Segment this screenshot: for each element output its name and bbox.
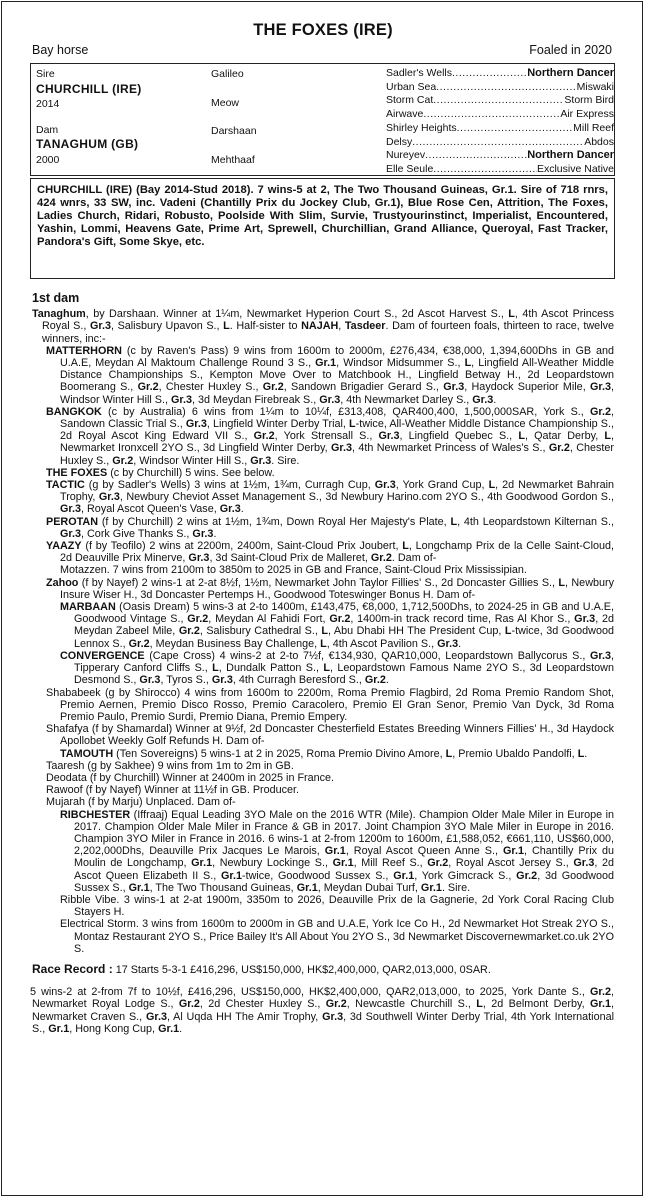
g3-row [386, 163, 614, 175]
sire-year: 2014 [36, 98, 60, 110]
leader-dots [425, 149, 527, 161]
g3-row [386, 136, 614, 148]
wins-summary: 5 wins-2 at 2-from 7f to 10½f, £416,296, US$150,000, HK$2,400,000, QAR2,013,000, to 2025, York Dante S., Gr.2, Newmarket Royal Lodge S., Gr.2, 2d Chester Huxley S., Gr.2, Newcastle Churchill S., L, 2d Belmont Derby, Gr.1, Newmarket Craven S., Gr.3, Al Uqda HH The Amir Trophy, Gr.3, 3d Southwell Winter Derby Trial, 4th York International S., Gr.1, Hong Kong Cup, Gr.1. [30, 986, 614, 1035]
offspring-entry: THE FOXES (c by Churchill) 5 wins. See below. [46, 466, 275, 479]
grand-offspring-entry: MARBAAN (Oasis Dream) 5 wins-3 at 2-to 1400m, £143,475, €8,000, 1,712,500Dhs, to 2024-25 in GB and U.A.E, Goodwood Vintage S., Gr.2, Meydan Al Fahidi Fort, Gr.2, 1400m-in track record time, Ras Al Khor S., Gr.3, 2d Meydan Zabeel Mile, Gr.2, Salisbury Cathedral S., L, Abu Dhabi HH The President Cup, L-twice, 3d Goodwood Lennox S., Gr.2, Meydan Business Bay Challenge, L, 4th Ascot Pavilion S., Gr.3. [60, 601, 614, 650]
offspring-entry: Zahoo (f by Nayef) 2 wins-1 at 2-at 8½f, 1½m, Newmarket John Taylor Fillies' S., 2d Doncaster Gillies S., L, Newbury Insure Wiser H., 3d Doncaster Pertemps H., Goodwood Toteswinger Bonus H. Dam of- [46, 576, 614, 601]
g3-row [386, 108, 614, 120]
offspring-entry: TACTIC (g by Sadler's Wells) 3 wins at 1½m, 1¾m, Curragh Cup, Gr.3, York Grand Cup, L, 2d Newmarket Bahrain Trophy, Gr.3, Newbury Cheviot Asset Management S., 3d Newbury Harino.com 2YO S., 4th Goodwood Gordon S., Gr.3, Royal Ascot Queen's Vase, Gr.3. [46, 479, 615, 516]
leader-dots [433, 163, 537, 175]
leader-dots [436, 81, 576, 93]
grand-offspring-entry: Electrical Storm. 3 wins from 1600m to 2000m in GB and U.A.E, York Ice Co H., 2d Newmarket Hot Streak 2YO S., Montaz Restaurant 2YO S., Price Bailey It's All About You 2YO S., 3d Newmarket Discovernewmarket.co.uk 2YO S. [60, 918, 614, 955]
offspring-entry: Mujarah (f by Marju) Unplaced. Dam of- [46, 796, 236, 809]
g3-ancestor: Airwave [386, 108, 424, 121]
g3-ancestor: Storm Cat [386, 94, 434, 107]
pedigree-body [32, 286, 614, 1035]
offspring-entry: Rawoof (f by Nayef) Winner at 11½f in GB. Producer. [46, 784, 300, 797]
race-record-text: 17 Starts 5-3-1 £416,296, US$150,000, HK$2,400,000, QAR2,013,000, 0SAR. [112, 963, 491, 976]
race-record [32, 963, 614, 976]
dam-name: TANAGHUM (GB) [36, 137, 139, 151]
g3-row [386, 149, 614, 161]
offspring-entry: BANGKOK (c by Australia) 6 wins from 1¼m to 10¼f, £313,408, QAR400,400, 1,500,000SAR, York S., Gr.2, Sandown Classic Trial S., Gr.3, Lingfield Winter Derby Trial, L-twice, All-Weather Middle Distance Championship S., 2d Royal Ascot King Edward VII S., Gr.2, York Strensall S., Gr.3, Lingfield Quebec S., L, Qatar Derby, L, Newmarket Ironxcell 2YO S., 3d Lingfield Winter Derby, Gr.3, 4th Newmarket Princess of Wales's S., Gr.2, Chester Huxley S., Gr.2, Windsor Winter Hill S., Gr.3. Sire. [46, 405, 615, 467]
offspring-entry: PEROTAN (f by Churchill) 2 wins at 1½m, 1¾m, Down Royal Her Majesty's Plate, L, 4th Leopardstown Kilternan S., Gr.3, Cork Give Thanks S., Gr.3. [46, 515, 615, 540]
sire-summary: CHURCHILL (IRE) (Bay 2014-Stud 2018). 7 wins-5 at 2, The Two Thousand Guineas, Gr.1. Sire of 718 rnrs, 424 wnrs, 33 SW, inc. Vadeni (Chantilly Prix du Jockey Club, Gr.1), Blue Rose Cen, Attrition, The Foxes, Ladies Church, Ridari, Robusto, Poolside With Slim, Survie, Trustyourinstinct, Imperialist, Encountered, Yashin, Lommi, Heavens Gate, Prime Art, Sprewell, Churchillian, Grand Alliance, Queroyal, Fast Tracker, Pandora's Gift, Some Skye, etc. [30, 178, 615, 279]
g3-row [386, 94, 614, 106]
race-record-label: Race Record : [32, 961, 113, 976]
dam-sire: Darshaan [211, 125, 257, 137]
offspring-entry: Deodata (f by Churchill) Winner at 2400m in 2025 in France. [46, 771, 335, 784]
offspring-entry: MATTERHORN (c by Raven's Pass) 9 wins from 1600m to 2000m, £276,434, €38,000, 1,394,600Dhs in GB and U.A.E, Meydan Al Maktoum Challenge Round 3 S., Gr.1, Windsor Midsummer S., L, Lingfield All-Weather Middle Distance Championships S., Kempton Move Over to Matchbook H., Lingfield Betway H., 2d Leopardstown Boomerang S., Gr.2, Chester Huxley S., Gr.2, Sandown Brigadier Gerard S., Gr.3, Haydock Superior Mile, Gr.3, Windsor Winter Hill S., Gr.3, 3d Meydan Firebreak S., Gr.3, 4th Newmarket Darley S., Gr.3. [46, 344, 614, 406]
g4-ancestor: Exclusive Native [536, 162, 614, 175]
leader-dots [457, 122, 574, 134]
g3-ancestor: Shirley Heights [386, 121, 457, 134]
first-dam-list [32, 308, 614, 955]
g3-row [386, 67, 614, 79]
g4-ancestor: Abdos [584, 135, 614, 148]
grand-offspring-entry: Motazzen. 7 wins from 2100m to 3850m to 2025 in GB and France, Saint-Cloud Prix Mississipian. [60, 564, 527, 577]
offspring-entry: Shababeek (g by Shirocco) 4 wins from 1600m to 2200m, Roma Premio Flagbird, 2d Roma Premio Random Shot, Premio Aernen, Premio Disco Rosso, Premio Caracolero, Premio El Gran Senor, Premio Van Dyck, 3d Roma Premio Paulo, Premio Surdi, Premio Diana, Premio Empery. [46, 686, 614, 723]
offspring-entry: Taaresh (g by Sakhee) 9 wins from 1m to 2m in GB. [46, 759, 294, 772]
leader-dots [423, 108, 560, 120]
pedigree-table [30, 63, 615, 176]
g4-ancestor: Miswaki [576, 80, 614, 93]
dam-year: 2000 [36, 154, 60, 166]
leader-dots [412, 136, 584, 148]
grand-offspring-entry: RIBCHESTER (Iffraaj) Equal Leading 3YO Male on the 2016 WTR (Mile). Champion Older Male Miler in Europe in 2017. Champion Older Male Miler in France & GB in 2017. Joint Champion 3YO Male Miler in Europe in 2016. Champion 3YO Miler in France in 2016. 6 wins-1 at 2-from 1200m to 1600m, £1,588,052, €661,110, US$60,000, 2,202,000Dhs, Deauville Prix Jacques Le Marois, Gr.1, Royal Ascot Queen Anne S., Gr.1, Chantilly Prix du Moulin de Longchamp, Gr.1, Newbury Lockinge S., Gr.1, Mill Reef S., Gr.2, Royal Ascot Jersey S., Gr.3, 2d Ascot Queen Elizabeth II S., Gr.1-twice, Goodwood Sussex S., Gr.1, York Gimcrack S., Gr.2, 3d Goodwood Sussex S., Gr.1, The Two Thousand Guineas, Gr.1, Meydan Dubai Turf, Gr.1. Sire. [60, 808, 614, 894]
g4-ancestor: Northern Dancer [527, 149, 614, 162]
first-dam-heading: 1st dam [32, 291, 80, 305]
sire-dam: Meow [211, 97, 240, 109]
g4-ancestor: Northern Dancer [527, 67, 614, 79]
g4-ancestor: Storm Bird [564, 94, 614, 107]
g3-ancestor: Elle Seule [386, 162, 434, 175]
grand-offspring-entry: Ribble Vibe. 3 wins-1 at 2-at 1900m, 3350m to 2026, Deauville Prix de la Gagnerie, 2d York Coral Racing Club Stayers H. [60, 893, 614, 919]
dam-dam: Mehthaaf [211, 154, 255, 166]
leader-dots [452, 67, 527, 79]
offspring-entry: Shafafya (f by Shamardal) Winner at 9½f, 2d Doncaster Chesterfield Estates Breeding Winners Fillies' H., 3d Haydock Apollobet Weekly Golf Refunds H. Dam of- [46, 723, 614, 748]
g3-ancestor: Urban Sea [386, 80, 437, 93]
g3-ancestor: Sadler's Wells [386, 67, 452, 79]
grand-offspring-entry: TAMOUTH (Ten Sovereigns) 5 wins-1 at 2 in 2025, Roma Premio Divino Amore, L, Premio Ubaldo Pandolfi, L. [60, 747, 588, 760]
leader-dots [433, 94, 564, 106]
sire-label: Sire [36, 68, 55, 80]
sire-name: CHURCHILL (IRE) [36, 82, 142, 96]
dam-label: Dam [36, 124, 59, 136]
g3-row [386, 81, 614, 93]
page-title: THE FOXES (IRE) [253, 21, 393, 39]
foaled-date: Foaled in 2020 [529, 43, 612, 57]
grand-offspring-entry: CONVERGENCE (Cape Cross) 4 wins-2 at 2-to 7½f, €134,930, QAR10,000, Leopardstown Ballycorus S., Gr.3, Tipperary Canford Cliffs S., L, Dundalk Patton S., L, Leopardstown Famous Name 2YO S., 3d Leopardstown Desmond S., Gr.3, Tyros S., Gr.3, 4th Curragh Beresford S., Gr.2. [60, 649, 614, 687]
horse-description: Bay horse [32, 43, 89, 57]
g4-ancestor: Mill Reef [573, 121, 614, 134]
sire-sire: Galileo [211, 68, 244, 80]
g3-ancestor: Delsy [386, 135, 413, 148]
dam-entry: Tanaghum, by Darshaan. Winner at 1¼m, Newmarket Hyperion Court S., 2d Ascot Harvest S., L, 4th Ascot Princess Royal S., Gr.3, Salisbury Upavon S., L. Half-sister to NAJAH, Tasdeer. Dam of fourteen foals, thirteen to race, twelve winners, inc:- [32, 308, 614, 345]
offspring-entry: YAAZY (f by Teofilo) 2 wins at 2200m, 2400m, Saint-Cloud Prix Joubert, L, Longchamp Prix de la Celle Saint-Cloud, 2d Deauville Prix Minerve, Gr.3, 3d Saint-Cloud Prix de Malleret, Gr.2. Dam of- [46, 540, 614, 565]
g3-ancestor: Nureyev [386, 149, 426, 162]
g4-ancestor: Air Express [560, 108, 614, 121]
g3-row [386, 122, 614, 134]
